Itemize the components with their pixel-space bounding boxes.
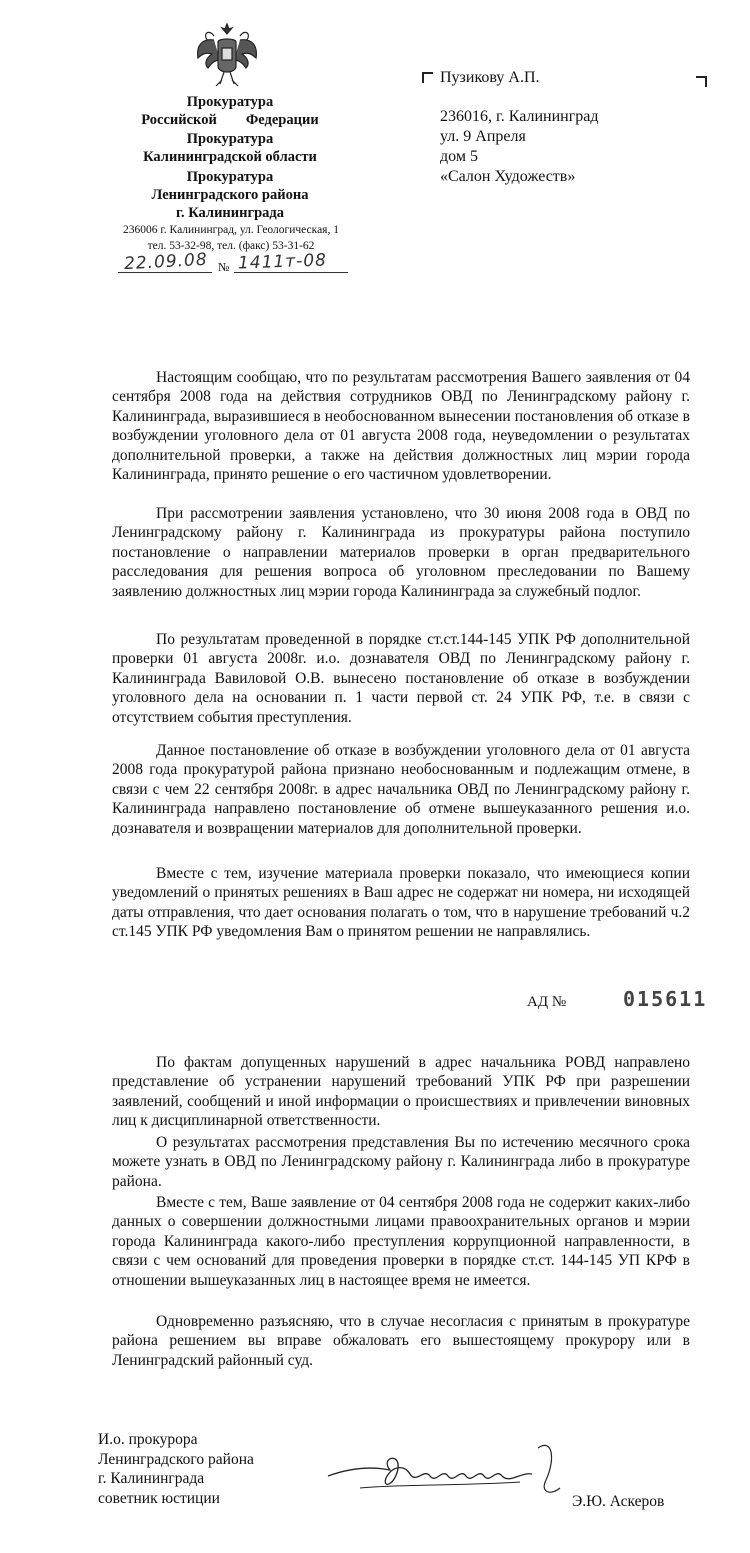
position-line: Ленинградского района — [98, 1450, 254, 1468]
paragraph — [112, 1193, 690, 1290]
paragraph — [112, 630, 690, 727]
recipient-address — [440, 107, 599, 187]
paragraph-text: Одновременно разъясняю, что в случае несогласия с принятым в прокуратуре района решением вы вправе обжаловать его вышестоящему прокурору или в Ленинградский районный суд. — [112, 1313, 690, 1369]
org-address: 236006 г. Калининград, ул. Геологическая, 1 — [123, 224, 339, 236]
position-line: И.о. прокурора — [98, 1431, 198, 1448]
org-line: Прокуратура — [186, 94, 274, 110]
registration-number: 1411т-08 — [237, 250, 328, 274]
serial-number-block — [527, 987, 707, 1011]
paragraph — [112, 1053, 690, 1131]
position-line: советник юстиции — [98, 1489, 220, 1507]
registration-line — [118, 249, 350, 276]
paragraph-text: При рассмотрении заявления установлено, что 30 июня 2008 года в ОВД по Ленинградскому району г. Калининграда из прокуратуры района поступило постановление о направлении материалов проверки в орган предварительного расследования для решения вопроса об уголовном преследовании по Вашему заявлению должностных лиц мэрии города Калининграда за служебный подлог. — [112, 505, 690, 600]
org-line: Прокуратура — [186, 131, 274, 147]
recipient-name: Пузикову А.П. — [440, 69, 540, 86]
org-line: Калининградской области — [143, 149, 317, 165]
divider — [118, 272, 212, 273]
address-line: дом 5 — [440, 148, 478, 165]
org-line: Ленинградского района — [151, 187, 309, 203]
paragraph — [112, 368, 690, 484]
paragraph-text: Данное постановление об отказе в возбуждении уголовного дела от 01 августа 2008 года прокуратурой района признано необоснованным и подлежащим отмене, в связи с чем 22 сентября 2008г. в адрес начальника ОВД по Ленинградскому району г. Калининграда направлено постановление об отмене вышеуказанного решения и.о. дознавателя и возвращении материалов для дополнительной проверки. — [112, 742, 690, 837]
paragraph — [112, 864, 690, 942]
org-line: г. Калининграда — [176, 205, 284, 221]
org-phones: тел. 53-32-98, тел. (факс) 53-31-62 — [147, 240, 315, 252]
handwritten-signature — [320, 1428, 570, 1508]
paragraph-text: Настоящим сообщаю, что по результатам рассмотрения Вашего заявления от 04 сентября 2008 года на действия сотрудников ОВД по Ленинградскому району г. Калининграда, выразившиеся в необоснованном вынесении постановления об отказе в возбуждении уголовного дела от 01 августа 2008 года, неуведомлении о результатах дополнительной проверки, а также на действия должностных лиц мэрии города Калининграда, принято решение о его частичном удовлетворении. — [112, 369, 690, 484]
position-line: г. Калининграда — [98, 1470, 205, 1487]
paragraph-text: О результатах рассмотрения представления Вы по истечению месячного срока можете узнать в ОВД по Ленинградскому району г. Калининграда либо в прокуратуре района. — [112, 1134, 690, 1190]
signer-name: Э.Ю. Аскеров — [572, 1493, 665, 1510]
registration-number-label: № — [218, 260, 230, 274]
serial-label: АД № — [527, 994, 567, 1010]
address-line: «Салон Художеств» — [440, 168, 576, 185]
double-headed-eagle-emblem-icon — [192, 20, 262, 92]
paragraph-text: По результатам проведенной в порядке ст.ст.144-145 УПК РФ дополнительной проверки 01 августа 2008г. и.о. дознавателя ОВД по Ленинградскому району г. Калининграда Вавиловой О.В. вынесено постановление об отказе в возбуждении уголовного дела на основании п. 1 части первой ст. 24 УПК РФ, т.е. в связи с отсутствием события преступления. — [112, 631, 690, 726]
paragraph — [112, 1133, 690, 1191]
paragraph — [112, 1312, 690, 1370]
org-contact — [100, 222, 362, 254]
org-name-region — [100, 130, 360, 166]
signatory-position — [98, 1430, 254, 1508]
address-line: ул. 9 Апреля — [440, 128, 526, 145]
serial-number: 015611 — [623, 987, 708, 1011]
address-corner-mark — [696, 76, 707, 87]
org-name-district — [100, 168, 360, 222]
divider — [234, 272, 348, 273]
paragraph-text: По фактам допущенных нарушений в адрес начальника РОВД направлено представление об устранении нарушений требований УПК РФ при разрешении заявлений, сообщений и иной информации о происшествиях и привлечении виновных лиц к дисциплинарной ответственности. — [112, 1054, 690, 1130]
org-line: Российской Федерации — [141, 112, 319, 128]
address-line: 236016, г. Калининград — [440, 108, 599, 125]
org-name-federation — [100, 93, 360, 129]
org-line: Прокуратура — [186, 169, 274, 185]
paragraph-text: Вместе с тем, изучение материала проверки показало, что имеющиеся копии уведомлений о принятых решениях в Ваш адрес не содержат ни номера, ни исходящей даты отправления, что дает основания полагать о том, что в нарушение требований ч.2 ст.145 УПК РФ уведомления Вам о принятом решении не направлялись. — [112, 865, 690, 941]
paragraph — [112, 504, 690, 601]
paragraph-text: Вместе с тем, Ваше заявление от 04 сентября 2008 года не содержит каких-либо данных о совершении должностными лицами правоохранительных органов и мэрии города Калининграда какого-либо преступления коррупционной направленности, в связи с чем оснований для проведения проверки в порядке ст.ст. 144-145 УП КРФ в отношении вышеуказанных лиц в настоящее время не имеется. — [112, 1194, 690, 1289]
paragraph — [112, 741, 690, 838]
address-corner-mark — [422, 72, 433, 83]
registration-date: 22.09.08 — [123, 249, 209, 275]
